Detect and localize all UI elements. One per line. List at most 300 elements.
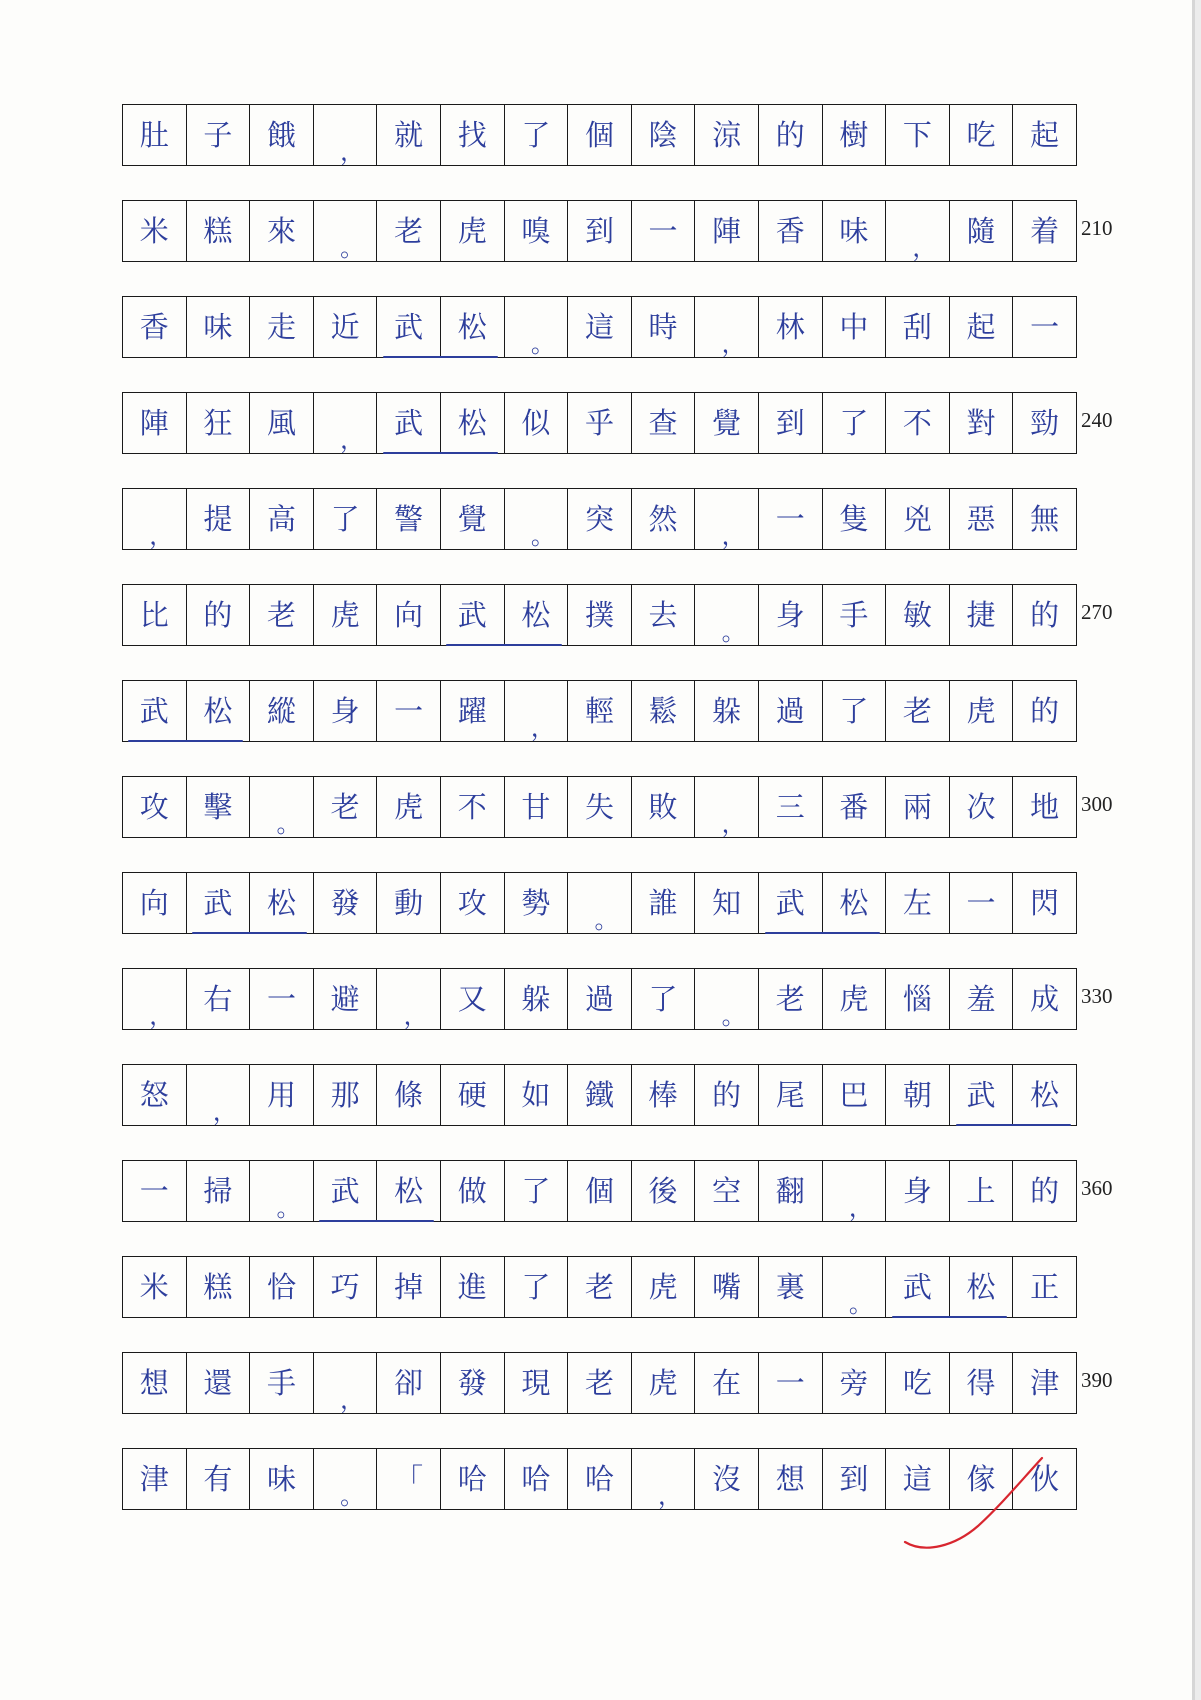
grid-cell (949, 1353, 1013, 1413)
grid-cell (631, 1065, 695, 1125)
handwritten-character: 誰 (648, 885, 678, 920)
handwritten-character: 近 (330, 309, 360, 344)
punctuation-mark: ， (212, 1097, 237, 1126)
handwritten-character: 失 (584, 789, 614, 824)
handwritten-character: 擊 (203, 789, 233, 824)
proper-name-underline (192, 932, 307, 934)
grid-cell (376, 105, 440, 165)
grid-cell (631, 873, 695, 933)
grid-cell (504, 1353, 568, 1413)
grid-cell (758, 1257, 822, 1317)
handwritten-character: 風 (266, 405, 296, 440)
grid-cell (249, 1065, 313, 1125)
punctuation-mark: ， (149, 521, 174, 550)
grid-cell (1012, 1257, 1076, 1317)
character-count-marker: 360 (1081, 1176, 1113, 1200)
handwritten-character: 個 (584, 1173, 614, 1208)
grid-cell (885, 1353, 949, 1413)
grid-cell (949, 585, 1013, 645)
handwritten-character: 一 (775, 1365, 805, 1400)
handwritten-character: 虎 (394, 789, 424, 824)
grid-cell (186, 1161, 250, 1221)
grid-cell (186, 969, 250, 1029)
handwritten-character: 又 (457, 981, 487, 1016)
grid-cell (504, 681, 568, 741)
handwritten-character: 糕 (203, 1269, 233, 1304)
handwritten-character: 棒 (648, 1077, 678, 1112)
grid-cell (504, 969, 568, 1029)
handwritten-character: 了 (839, 405, 869, 440)
handwritten-character: 的 (775, 117, 805, 152)
handwritten-character: 發 (330, 885, 360, 920)
handwritten-character: 勁 (1030, 405, 1060, 440)
grid-cell (822, 1065, 886, 1125)
punctuation-mark: 。 (276, 809, 301, 838)
grid-cell (123, 969, 186, 1029)
grid-cell (123, 393, 186, 453)
handwritten-character: 輕 (584, 693, 614, 728)
handwritten-character: 嘴 (712, 1269, 742, 1304)
handwritten-character: 了 (839, 693, 869, 728)
handwritten-character: 旁 (839, 1365, 869, 1400)
handwritten-character: 用 (266, 1077, 296, 1112)
grid-cell (694, 777, 758, 837)
handwritten-character: 恰 (266, 1269, 296, 1304)
handwritten-character: 虎 (839, 981, 869, 1016)
handwritten-character: 哈 (584, 1461, 614, 1496)
grid-cell (822, 1353, 886, 1413)
grid-cell (376, 1353, 440, 1413)
handwritten-character: 陣 (139, 405, 169, 440)
grid-cell (694, 105, 758, 165)
grid-cell (758, 297, 822, 357)
handwritten-character: 津 (139, 1461, 169, 1496)
handwritten-character: 還 (203, 1365, 233, 1400)
grid-cell (504, 873, 568, 933)
grid-cell (694, 297, 758, 357)
character-count-marker: 210 (1081, 216, 1113, 240)
handwritten-character: 惡 (966, 501, 996, 536)
handwritten-character: 虎 (648, 1269, 678, 1304)
handwritten-character: 怒 (139, 1077, 169, 1112)
handwritten-character: 了 (521, 1269, 551, 1304)
grid-cell (1012, 585, 1076, 645)
grid-cell (440, 201, 504, 261)
grid-cell (758, 681, 822, 741)
grid-cell (631, 393, 695, 453)
handwritten-character: 到 (584, 213, 614, 248)
grid-cell (631, 681, 695, 741)
handwritten-character: 武 (902, 1269, 932, 1304)
grid-cell (504, 1449, 568, 1509)
grid-cell (885, 1161, 949, 1221)
handwritten-character: 哈 (521, 1461, 551, 1496)
grid-cell (313, 297, 377, 357)
handwritten-character: 勢 (521, 885, 551, 920)
grid-cell (313, 1161, 377, 1221)
handwritten-character: 虎 (966, 693, 996, 728)
handwritten-character: 的 (712, 1077, 742, 1112)
grid-cell (249, 969, 313, 1029)
grid-cell (504, 201, 568, 261)
handwritten-character: 想 (139, 1365, 169, 1400)
handwritten-character: 高 (266, 501, 296, 536)
handwritten-character: 松 (394, 1173, 424, 1208)
handwritten-character: 武 (139, 693, 169, 728)
grid-cell (440, 489, 504, 549)
handwritten-character: 哈 (457, 1461, 487, 1496)
grid-cell (567, 969, 631, 1029)
grid-row (122, 872, 1077, 934)
grid-cell (1012, 393, 1076, 453)
handwritten-character: 一 (966, 885, 996, 920)
grid-cell (186, 1065, 250, 1125)
grid-row (122, 776, 1077, 838)
handwritten-character: 知 (712, 885, 742, 920)
grid-cell (376, 1257, 440, 1317)
punctuation-mark: 。 (594, 905, 619, 934)
grid-cell (440, 681, 504, 741)
handwritten-character: 武 (775, 885, 805, 920)
grid-row (122, 1064, 1077, 1126)
grid-cell (249, 777, 313, 837)
handwritten-character: 香 (139, 309, 169, 344)
handwritten-character: 地 (1030, 789, 1060, 824)
grid-cell (885, 681, 949, 741)
handwritten-character: 去 (648, 597, 678, 632)
handwritten-character: 現 (521, 1365, 551, 1400)
grid-cell (249, 105, 313, 165)
handwritten-character: 香 (775, 213, 805, 248)
handwritten-character: 查 (648, 405, 678, 440)
grid-cell (631, 1449, 695, 1509)
grid-cell (313, 393, 377, 453)
proper-name-underline (383, 452, 498, 454)
handwritten-character: 了 (330, 501, 360, 536)
handwritten-character: 番 (839, 789, 869, 824)
grid-cell (885, 393, 949, 453)
punctuation-mark: ， (340, 1385, 365, 1414)
grid-cell (822, 873, 886, 933)
grid-cell (567, 585, 631, 645)
handwritten-character: 這 (902, 1461, 932, 1496)
character-count-marker: 270 (1081, 600, 1113, 624)
grid-cell (440, 1353, 504, 1413)
proper-name-underline (446, 644, 561, 646)
grid-cell (440, 297, 504, 357)
grid-cell (885, 777, 949, 837)
handwritten-character: 發 (457, 1365, 487, 1400)
handwritten-character: 覺 (457, 501, 487, 536)
grid-cell (885, 489, 949, 549)
handwritten-character: 下 (902, 117, 932, 152)
handwritten-character: 甘 (521, 789, 551, 824)
handwritten-character: 似 (521, 405, 551, 440)
grid-cell (249, 1161, 313, 1221)
grid-cell (1012, 969, 1076, 1029)
grid-cell (949, 777, 1013, 837)
handwritten-character: 後 (648, 1173, 678, 1208)
grid-cell (949, 969, 1013, 1029)
grid-cell (1012, 489, 1076, 549)
grid-cell (949, 1257, 1013, 1317)
handwritten-character: 然 (648, 501, 678, 536)
proper-name-underline (128, 740, 243, 742)
grid-cell (822, 393, 886, 453)
grid-cell (504, 1065, 568, 1125)
grid-cell (694, 1449, 758, 1509)
grid-cell (949, 873, 1013, 933)
grid-cell (123, 873, 186, 933)
grid-cell (949, 1161, 1013, 1221)
handwritten-character: 不 (902, 405, 932, 440)
handwritten-character: 翻 (775, 1173, 805, 1208)
handwritten-character: 朝 (902, 1077, 932, 1112)
handwritten-character: 時 (648, 309, 678, 344)
handwritten-character: 次 (966, 789, 996, 824)
grid-cell (123, 681, 186, 741)
punctuation-mark: ， (149, 1001, 174, 1030)
grid-cell (249, 393, 313, 453)
grid-cell (694, 1065, 758, 1125)
grid-cell (822, 681, 886, 741)
grid-cell (313, 201, 377, 261)
handwritten-character: 一 (266, 981, 296, 1016)
grid-cell (885, 585, 949, 645)
handwritten-character: 「 (394, 1461, 424, 1496)
grid-cell (822, 105, 886, 165)
grid-cell (186, 1257, 250, 1317)
grid-cell (758, 1161, 822, 1221)
grid-cell (249, 585, 313, 645)
grid-cell (631, 585, 695, 645)
grid-cell (822, 1161, 886, 1221)
grid-cell (567, 777, 631, 837)
handwritten-character: 的 (1030, 693, 1060, 728)
handwritten-character: 起 (1030, 117, 1060, 152)
handwritten-character: 沒 (712, 1461, 742, 1496)
grid-cell (186, 777, 250, 837)
grid-cell (313, 1449, 377, 1509)
grid-cell (631, 105, 695, 165)
handwritten-character: 虎 (648, 1365, 678, 1400)
grid-cell (249, 1353, 313, 1413)
grid-row (122, 680, 1077, 742)
punctuation-mark: 。 (530, 329, 555, 358)
handwritten-character: 覺 (712, 405, 742, 440)
handwritten-character: 右 (203, 981, 233, 1016)
grid-cell (885, 105, 949, 165)
grid-cell (504, 777, 568, 837)
grid-cell (758, 1353, 822, 1413)
grid-cell (885, 1065, 949, 1125)
grid-cell (440, 969, 504, 1029)
grid-cell (822, 201, 886, 261)
handwritten-character: 做 (457, 1173, 487, 1208)
grid-cell (822, 1449, 886, 1509)
handwritten-character: 一 (139, 1173, 169, 1208)
grid-cell (822, 297, 886, 357)
grid-cell (694, 489, 758, 549)
grid-cell (822, 585, 886, 645)
grid-cell (376, 873, 440, 933)
grid-cell (313, 969, 377, 1029)
handwritten-character: 尾 (775, 1077, 805, 1112)
handwritten-character: 比 (139, 597, 169, 632)
grid-row (122, 488, 1077, 550)
character-count-marker: 390 (1081, 1368, 1113, 1392)
grid-cell (123, 297, 186, 357)
punctuation-mark: ， (530, 713, 555, 742)
grid-cell (1012, 105, 1076, 165)
grid-cell (567, 1257, 631, 1317)
grid-cell (694, 1257, 758, 1317)
grid-cell (440, 777, 504, 837)
character-count-marker: 300 (1081, 792, 1113, 816)
grid-cell (440, 1449, 504, 1509)
grid-cell (123, 585, 186, 645)
grid-cell (313, 1257, 377, 1317)
handwritten-character: 羞 (966, 981, 996, 1016)
handwritten-character: 上 (966, 1173, 996, 1208)
grid-cell (504, 297, 568, 357)
grid-cell (694, 393, 758, 453)
grid-cell (504, 489, 568, 549)
handwritten-character: 子 (203, 117, 233, 152)
grid-cell (1012, 873, 1076, 933)
handwritten-character: 老 (775, 981, 805, 1016)
handwritten-character: 向 (394, 597, 424, 632)
grid-cell (313, 1065, 377, 1125)
handwritten-character: 米 (139, 213, 169, 248)
grid-cell (313, 105, 377, 165)
grid-cell (504, 585, 568, 645)
grid-cell (376, 489, 440, 549)
handwritten-character: 警 (394, 501, 424, 536)
grid-cell (949, 681, 1013, 741)
grid-cell (186, 873, 250, 933)
handwritten-character: 有 (203, 1461, 233, 1496)
punctuation-mark: 。 (721, 617, 746, 646)
handwritten-character: 着 (1030, 213, 1060, 248)
handwritten-character: 糕 (203, 213, 233, 248)
handwritten-character: 中 (839, 309, 869, 344)
punctuation-mark: 。 (721, 1001, 746, 1030)
grid-cell (694, 201, 758, 261)
handwritten-character: 一 (775, 501, 805, 536)
handwritten-character: 了 (521, 1173, 551, 1208)
proper-name-underline (765, 932, 880, 934)
grid-cell (1012, 777, 1076, 837)
grid-row (122, 200, 1077, 262)
grid-cell (822, 777, 886, 837)
grid-cell (186, 489, 250, 549)
handwritten-character: 身 (775, 597, 805, 632)
grid-cell (504, 1161, 568, 1221)
grid-cell (504, 1257, 568, 1317)
punctuation-mark: 。 (340, 1481, 365, 1510)
grid-cell (313, 489, 377, 549)
grid-cell (631, 201, 695, 261)
grid-cell (1012, 297, 1076, 357)
handwritten-character: 來 (266, 213, 296, 248)
handwritten-character: 武 (394, 405, 424, 440)
grid-cell (822, 1257, 886, 1317)
handwritten-character: 伙 (1030, 1461, 1060, 1496)
handwritten-character: 老 (584, 1269, 614, 1304)
handwritten-character: 松 (839, 885, 869, 920)
handwritten-character: 身 (902, 1173, 932, 1208)
handwritten-character: 吃 (966, 117, 996, 152)
grid-cell (758, 393, 822, 453)
grid-row (122, 1256, 1077, 1318)
handwritten-character: 硬 (457, 1077, 487, 1112)
handwritten-character: 的 (1030, 597, 1060, 632)
grid-cell (376, 777, 440, 837)
handwritten-character: 掉 (394, 1269, 424, 1304)
grid-cell (567, 393, 631, 453)
grid-cell (186, 201, 250, 261)
handwritten-character: 米 (139, 1269, 169, 1304)
handwritten-character: 津 (1030, 1365, 1060, 1400)
grid-row (122, 1160, 1077, 1222)
handwritten-character: 攻 (139, 789, 169, 824)
grid-cell (567, 1449, 631, 1509)
grid-cell (631, 297, 695, 357)
grid-cell (376, 1065, 440, 1125)
grid-cell (758, 969, 822, 1029)
handwritten-character: 陰 (648, 117, 678, 152)
handwritten-character: 閃 (1030, 885, 1060, 920)
grid-cell (1012, 681, 1076, 741)
grid-cell (376, 585, 440, 645)
grid-cell (440, 873, 504, 933)
punctuation-mark: 。 (530, 521, 555, 550)
handwritten-character: 狂 (203, 405, 233, 440)
grid-cell (567, 489, 631, 549)
grid-cell (186, 585, 250, 645)
grid-cell (567, 105, 631, 165)
punctuation-mark: ， (721, 521, 746, 550)
handwritten-character: 巴 (839, 1077, 869, 1112)
handwritten-character: 武 (457, 597, 487, 632)
grid-cell (123, 1257, 186, 1317)
handwritten-character: 正 (1030, 1269, 1060, 1304)
handwritten-character: 如 (521, 1077, 551, 1112)
punctuation-mark: ， (848, 1193, 873, 1222)
grid-cell (694, 681, 758, 741)
handwritten-character: 老 (394, 213, 424, 248)
handwritten-character: 了 (521, 117, 551, 152)
grid-cell (186, 1353, 250, 1413)
handwritten-character: 隨 (966, 213, 996, 248)
handwritten-character: 惱 (902, 981, 932, 1016)
grid-cell (249, 201, 313, 261)
handwritten-character: 找 (457, 117, 487, 152)
handwritten-character: 刮 (902, 309, 932, 344)
handwritten-character: 就 (394, 117, 424, 152)
handwritten-character: 乎 (584, 405, 614, 440)
grid-cell (440, 393, 504, 453)
grid-cell (376, 681, 440, 741)
grid-cell (440, 1161, 504, 1221)
handwritten-character: 動 (394, 885, 424, 920)
grid-cell (631, 777, 695, 837)
grid-cell (885, 1257, 949, 1317)
handwritten-character: 手 (839, 597, 869, 632)
handwritten-character: 松 (457, 405, 487, 440)
grid-cell (694, 1161, 758, 1221)
